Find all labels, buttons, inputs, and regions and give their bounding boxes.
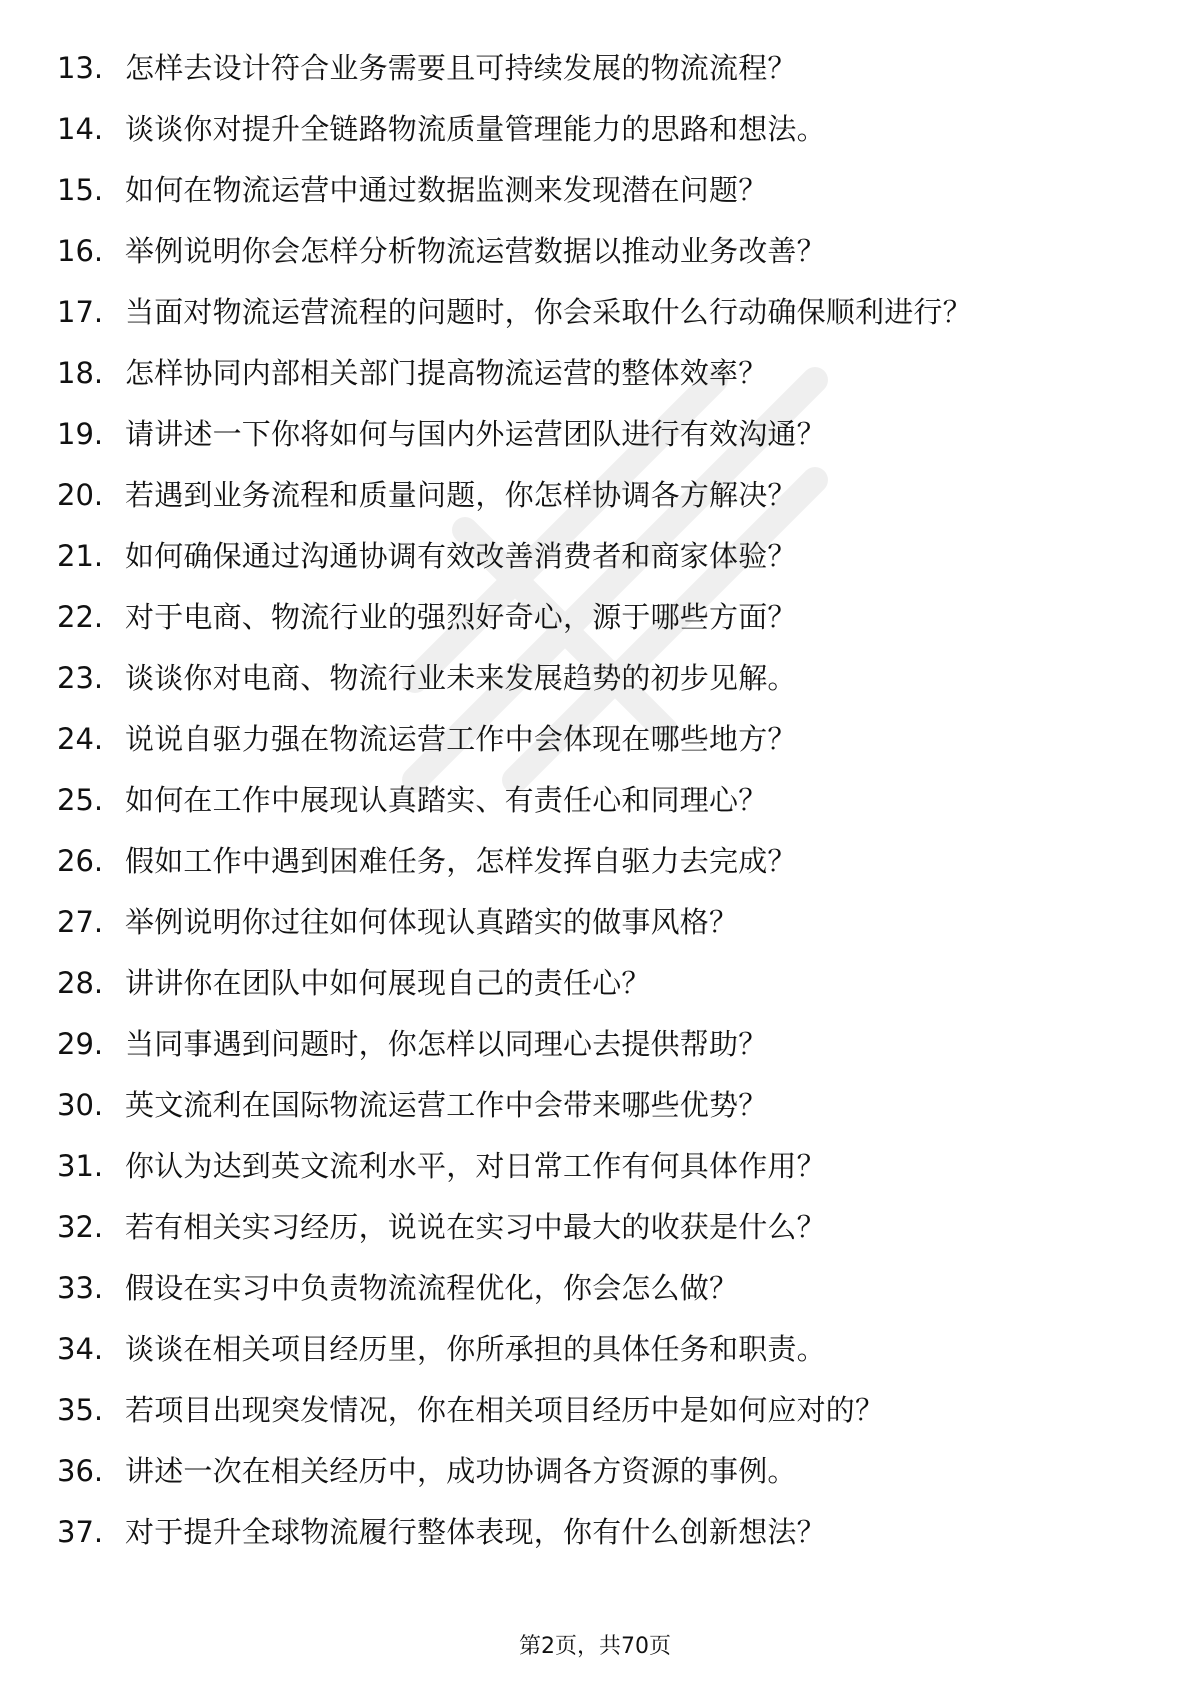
question-text: 假如工作中遇到困难任务，怎样发挥自驱力去完成？ xyxy=(125,844,797,878)
question-item xyxy=(57,292,1117,333)
question-text: 假设在实习中负责物流流程优化，你会怎么做？ xyxy=(125,1271,739,1305)
question-text: 请讲述一下你将如何与国内外运营团队进行有效沟通？ xyxy=(125,417,826,451)
question-item xyxy=(57,414,1117,455)
question-item xyxy=(57,780,1117,821)
question-text: 当面对物流运营流程的问题时，你会采取什么行动确保顺利进行？ xyxy=(125,295,972,329)
question-item xyxy=(57,1451,1117,1492)
question-text: 如何确保通过沟通协调有效改善消费者和商家体验？ xyxy=(125,539,797,573)
question-number: 36. xyxy=(57,1454,104,1488)
question-text: 怎样协同内部相关部门提高物流运营的整体效率？ xyxy=(125,356,768,390)
question-text: 当同事遇到问题时，你怎样以同理心去提供帮助？ xyxy=(125,1027,768,1061)
question-number: 27. xyxy=(57,905,104,939)
question-number: 33. xyxy=(57,1271,104,1305)
question-number: 21. xyxy=(57,539,104,573)
question-item xyxy=(57,841,1117,882)
question-item xyxy=(57,231,1117,272)
question-number: 28. xyxy=(57,966,104,1000)
question-item xyxy=(57,109,1117,150)
question-item xyxy=(57,1085,1117,1126)
question-item xyxy=(57,658,1117,699)
question-text: 谈谈你对提升全链路物流质量管理能力的思路和想法。 xyxy=(125,112,826,146)
question-number: 15. xyxy=(57,173,104,207)
question-item xyxy=(57,597,1117,638)
question-number: 16. xyxy=(57,234,104,268)
question-number: 14. xyxy=(57,112,104,146)
question-text: 说说自驱力强在物流运营工作中会体现在哪些地方？ xyxy=(125,722,797,756)
question-text: 讲述一次在相关经历中，成功协调各方资源的事例。 xyxy=(125,1454,797,1488)
question-text: 英文流利在国际物流运营工作中会带来哪些优势？ xyxy=(125,1088,768,1122)
question-item xyxy=(57,902,1117,943)
question-item xyxy=(57,719,1117,760)
question-number: 37. xyxy=(57,1515,104,1549)
question-item xyxy=(57,1390,1117,1431)
question-number: 18. xyxy=(57,356,104,390)
question-text: 对于电商、物流行业的强烈好奇心，源于哪些方面？ xyxy=(125,600,797,634)
question-text: 若有相关实习经历，说说在实习中最大的收获是什么？ xyxy=(125,1210,826,1244)
question-item xyxy=(57,536,1117,577)
question-number: 34. xyxy=(57,1332,104,1366)
question-number: 35. xyxy=(57,1393,104,1427)
question-text: 谈谈你对电商、物流行业未来发展趋势的初步见解。 xyxy=(125,661,797,695)
question-item xyxy=(57,48,1117,89)
question-number: 17. xyxy=(57,295,104,329)
question-text: 如何在物流运营中通过数据监测来发现潜在问题？ xyxy=(125,173,768,207)
question-text: 怎样去设计符合业务需要且可持续发展的物流流程？ xyxy=(125,51,797,85)
question-item xyxy=(57,1329,1117,1370)
question-item xyxy=(57,1268,1117,1309)
question-number: 13. xyxy=(57,51,104,85)
question-number: 20. xyxy=(57,478,104,512)
question-text: 举例说明你过往如何体现认真踏实的做事风格？ xyxy=(125,905,739,939)
question-item xyxy=(57,1024,1117,1065)
question-item xyxy=(57,1207,1117,1248)
question-text: 若遇到业务流程和质量问题，你怎样协调各方解决？ xyxy=(125,478,797,512)
question-text: 讲讲你在团队中如何展现自己的责任心？ xyxy=(125,966,651,1000)
question-text: 举例说明你会怎样分析物流运营数据以推动业务改善？ xyxy=(125,234,826,268)
question-number: 23. xyxy=(57,661,104,695)
question-number: 30. xyxy=(57,1088,104,1122)
question-number: 22. xyxy=(57,600,104,634)
question-number: 31. xyxy=(57,1149,104,1183)
question-item xyxy=(57,170,1117,211)
question-number: 32. xyxy=(57,1210,104,1244)
question-number: 24. xyxy=(57,722,104,756)
question-item xyxy=(57,1512,1117,1553)
question-text: 谈谈在相关项目经历里，你所承担的具体任务和职责。 xyxy=(125,1332,826,1366)
question-list xyxy=(57,48,1117,1573)
question-item xyxy=(57,475,1117,516)
question-number: 19. xyxy=(57,417,104,451)
question-item xyxy=(57,1146,1117,1187)
question-number: 26. xyxy=(57,844,104,878)
question-text: 你认为达到英文流利水平，对日常工作有何具体作用？ xyxy=(125,1149,826,1183)
page-number-footer: 第2页，共70页 xyxy=(519,1634,671,1659)
question-text: 对于提升全球物流履行整体表现，你有什么创新想法？ xyxy=(125,1515,826,1549)
question-item xyxy=(57,963,1117,1004)
question-text: 如何在工作中展现认真踏实、有责任心和同理心？ xyxy=(125,783,768,817)
question-number: 25. xyxy=(57,783,104,817)
question-number: 29. xyxy=(57,1027,104,1061)
question-text: 若项目出现突发情况，你在相关项目经历中是如何应对的？ xyxy=(125,1393,885,1427)
question-item xyxy=(57,353,1117,394)
